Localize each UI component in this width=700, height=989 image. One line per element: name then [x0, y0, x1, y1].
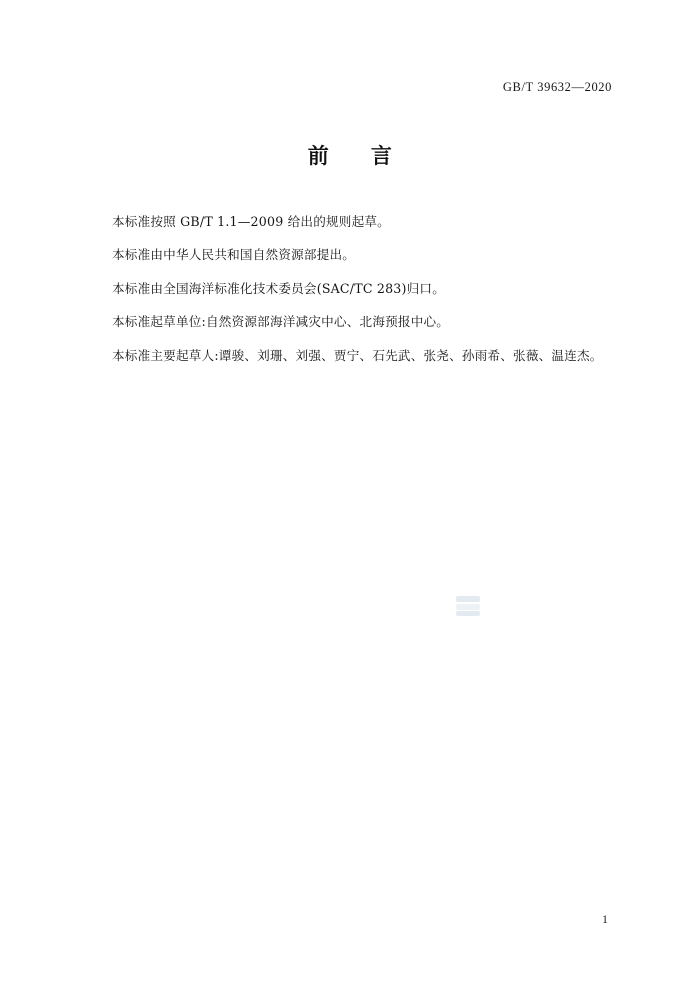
page-title-char-2: 言 — [370, 143, 393, 168]
watermark-bar — [456, 596, 480, 602]
watermark-icon — [456, 596, 480, 616]
paragraph: 本标准起草单位:自然资源部海洋减灾中心、北海预报中心。 — [112, 314, 450, 330]
paragraph: 本标准由中华人民共和国自然资源部提出。 — [112, 247, 356, 263]
standard-code-header: GB/T 39632—2020 — [502, 80, 612, 94]
watermark-bar — [456, 604, 480, 610]
foreword-body — [112, 198, 612, 379]
page-title — [0, 140, 700, 170]
paragraph: 本标准由全国海洋标准化技术委员会(SAC/TC 283)归口。 — [112, 280, 445, 296]
page-number: 1 — [602, 912, 608, 926]
page-title-char-1: 前 — [307, 143, 330, 168]
paragraph: 本标准按照 GB/T 1.1—2009 给出的规则起草。 — [112, 213, 390, 229]
paragraph: 本标准主要起草人:谭骏、刘珊、刘强、贾宁、石先武、张尧、孙雨希、张薇、温连杰。 — [112, 347, 603, 363]
watermark-bar — [456, 611, 480, 616]
